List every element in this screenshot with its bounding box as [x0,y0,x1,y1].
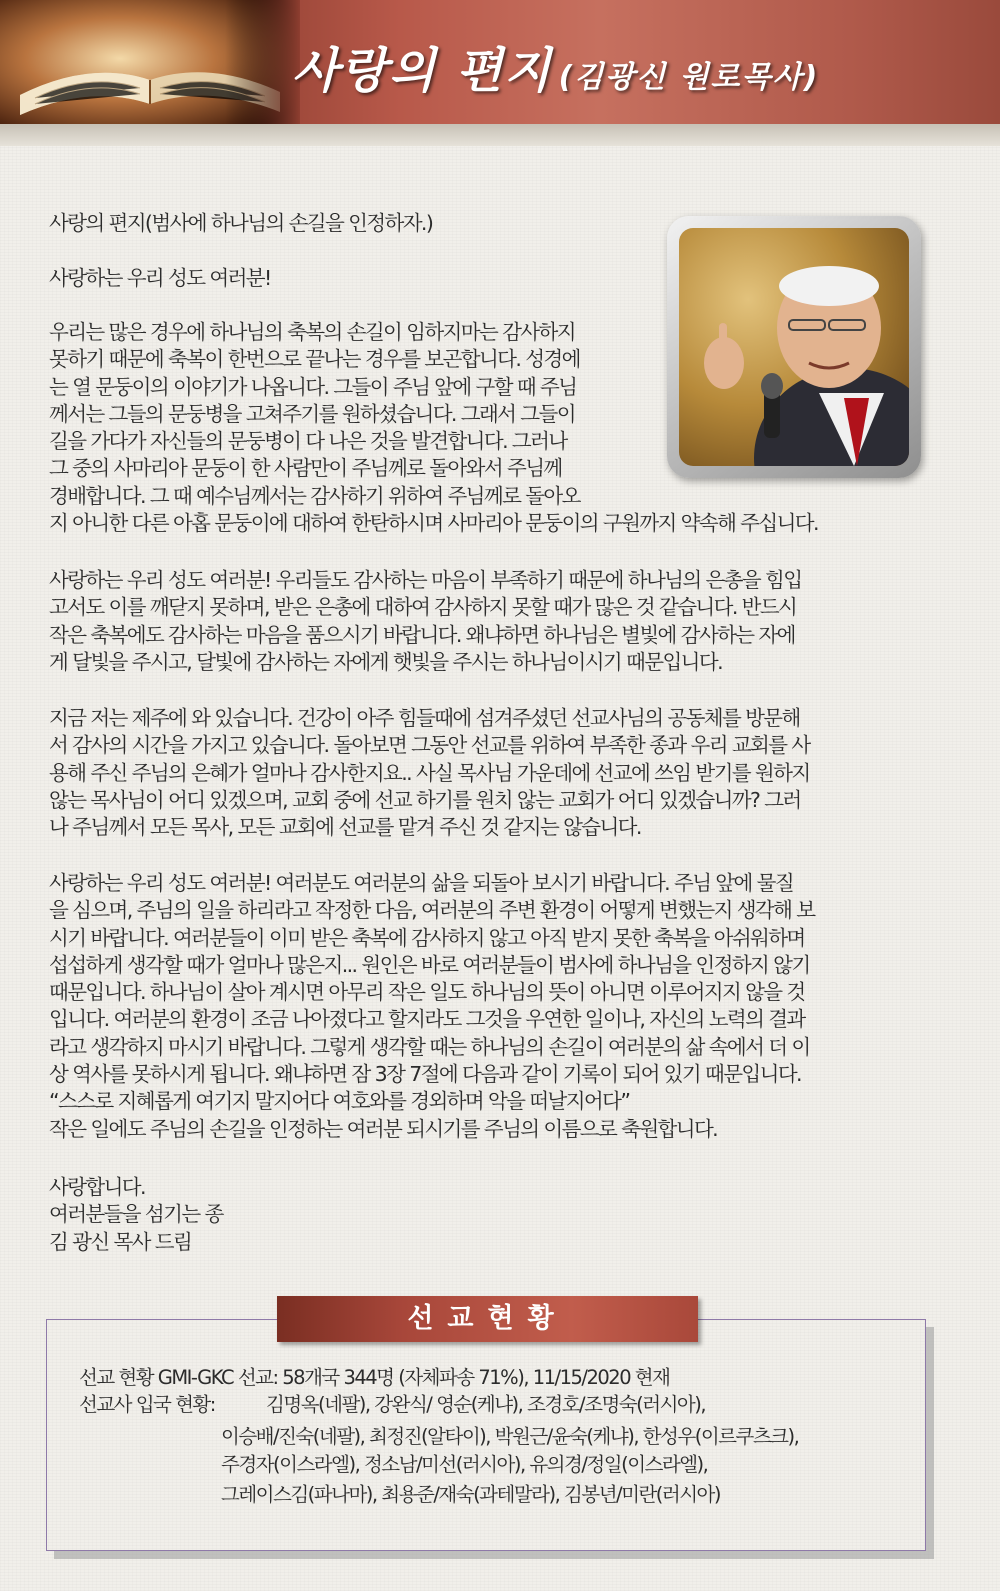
text-line: 지 아니한 다른 아홉 문둥이에 대하여 한탄하시며 사마리아 문둥이의 구원까지 약속해 주십니다. [49,511,818,536]
closing-line: 여러분들을 섬기는 종 [49,1202,223,1227]
text-line: 사랑하는 우리 성도 여러분! 우리들도 감사하는 마음이 부족하기 때문에 하나님의 은총을 힘입 [49,568,802,592]
text-line: 라고 생각하지 마시기 바랍니다. 그렇게 생각할 때는 하나님의 손길이 여러분의 삶 속에서 더 이 [49,1034,810,1059]
text-line: 서 감사의 시간을 가지고 있습니다. 돌아보면 그동안 선교를 위하여 부족한 종과 우리 교회를 사 [49,733,810,758]
text-line: 지금 저는 제주에 와 있습니다. 건강이 아주 힘들때에 섬겨주셨던 선교사님의 공동체를 방문해 [49,706,800,730]
mission-section-title: 선교현황 [277,1296,698,1342]
text-line: 작은 축복에도 감사하는 마음을 품으시기 바랍니다. 왜냐하면 하나님은 별빛에 감사하는 자에 [49,622,795,647]
mission-entry: 그레이스김(파나마), 최용준/재숙(과테말라), 김봉년/미란(러시아) [221,1483,721,1506]
header-banner [0,0,1000,130]
text-line: 시기 바랍니다. 여러분들이 이미 받은 축복에 감사하지 않고 아직 받지 못한 축복을 아쉬워하며 [49,925,805,950]
text-line: 고서도 이를 깨닫지 못하며, 받은 은총에 대하여 감사하지 못할 때가 많은 것 같습니다. 반드시 [49,595,797,620]
text-line: 는 열 문둥이의 이야기가 나옵니다. 그들이 주님 앞에 구할 때 주님 [49,374,577,399]
text-line: “스스로 지혜롭게 여기지 말지어다 여호와를 경외하며 악을 떠날지어다” [49,1089,630,1114]
paragraph-1 [49,319,818,537]
mission-status-line: 선교 현황 GMI-GKC 선교: 58개국 344명 (자체파송 71%), 11/15/2020 현재 [79,1366,670,1389]
text-line: 게 달빛을 주시고, 달빛에 감사하는 자에게 햇빛을 주시는 하나님이시기 때문입니다. [49,649,722,674]
text-line: 을 심으며, 주님의 일을 하리라고 작정한 다음, 여러분의 주변 환경이 어떻게 변했는지 생각해 보 [49,898,815,923]
text-line: 못하기 때문에 축복이 한번으로 끝나는 경우를 보곤합니다. 성경에 [49,347,580,372]
mission-entry: 주경자(이스라엘), 정소남/미선(러시아), 유의경/정일(이스라엘), [221,1453,708,1476]
mission-entry-label: 선교사 입국 현황: [79,1393,215,1416]
header-divider [0,124,1000,146]
text-line: 입니다. 여러분의 환경이 조금 나아졌다고 할지라도 그것을 우연한 일이나, 자신의 노력의 결과 [49,1007,805,1032]
paragraph-3 [49,705,810,841]
letter-greeting: 사랑하는 우리 성도 여러분! [49,266,271,290]
mission-entry: 김명옥(네팔), 강완식/ 영순(케냐), 조경호/조명숙(러시아), [266,1393,706,1416]
title-author: (김광신 원로목사) [558,60,820,95]
text-line: 작은 일에도 주님의 손길을 인정하는 여러분 되시기를 주님의 이름으로 축원합니다. [49,1116,718,1141]
text-line: 사랑하는 우리 성도 여러분! 여러분도 여러분의 삶을 되돌아 보시기 바랍니다. 주님 앞에 물질 [49,871,794,895]
text-line: 상 역사를 못하시게 됩니다. 왜냐하면 잠 3장 7절에 다음과 같이 기록이 되어 있기 때문입니다. [49,1062,801,1087]
text-line: 께서는 그들의 문둥병을 고쳐주기를 원하셨습니다. 그래서 그들이 [49,401,575,426]
mission-entry: 이승배/진숙(네팔), 최정진(알타이), 박원근/윤숙(케냐), 한성우(이르쿠츠크), [221,1425,799,1448]
text-line: 우리는 많은 경우에 하나님의 축복의 손길이 임하지마는 감사하지 [49,320,575,344]
text-line: 경배합니다. 그 때 예수님께서는 감사하기 위하여 주님께로 돌아오 [49,483,580,508]
letter-closing [49,1174,223,1256]
closing-line: 사랑합니다. [49,1175,145,1199]
text-line: 그 중의 사마리아 문둥이 한 사람만이 주님께로 돌아와서 주님께 [49,456,562,481]
open-bible-illustration [0,0,300,130]
text-line: 때문입니다. 하나님이 살아 계시면 아무리 작은 일도 하나님의 뜻이 아니면 이루어지지 않을 것 [49,980,805,1005]
paragraph-4 [49,870,814,1143]
text-line: 나 주님께서 모든 목사, 모든 교회에 선교를 맡겨 주신 것 같지는 않습니다. [49,815,641,840]
text-line: 섭섭하게 생각할 때가 얼마나 많은지... 원인은 바로 여러분들이 범사에 하나님을 인정하지 않기 [49,952,810,977]
text-line: 길을 가다가 자신들의 문둥병이 다 나은 것을 발견합니다. 그러나 [49,429,567,454]
text-line: 용해 주신 주님의 은혜가 얼마나 감사한지요.. 사실 목사님 가운데에 선교에 쓰임 받기를 원하지 [49,760,810,785]
letter-heading: 사랑의 편지(범사에 하나님의 손길을 인정하자.) [49,211,433,235]
title-text: 사랑의 편지 [292,43,553,99]
closing-line: 김 광신 목사 드림 [49,1229,192,1254]
page-title [292,32,819,101]
text-line: 않는 목사님이 어디 있겠으며, 교회 중에 선교 하기를 원치 않는 교회가 어디 있겠습니까? 그러 [49,787,801,812]
paragraph-2 [49,567,801,676]
